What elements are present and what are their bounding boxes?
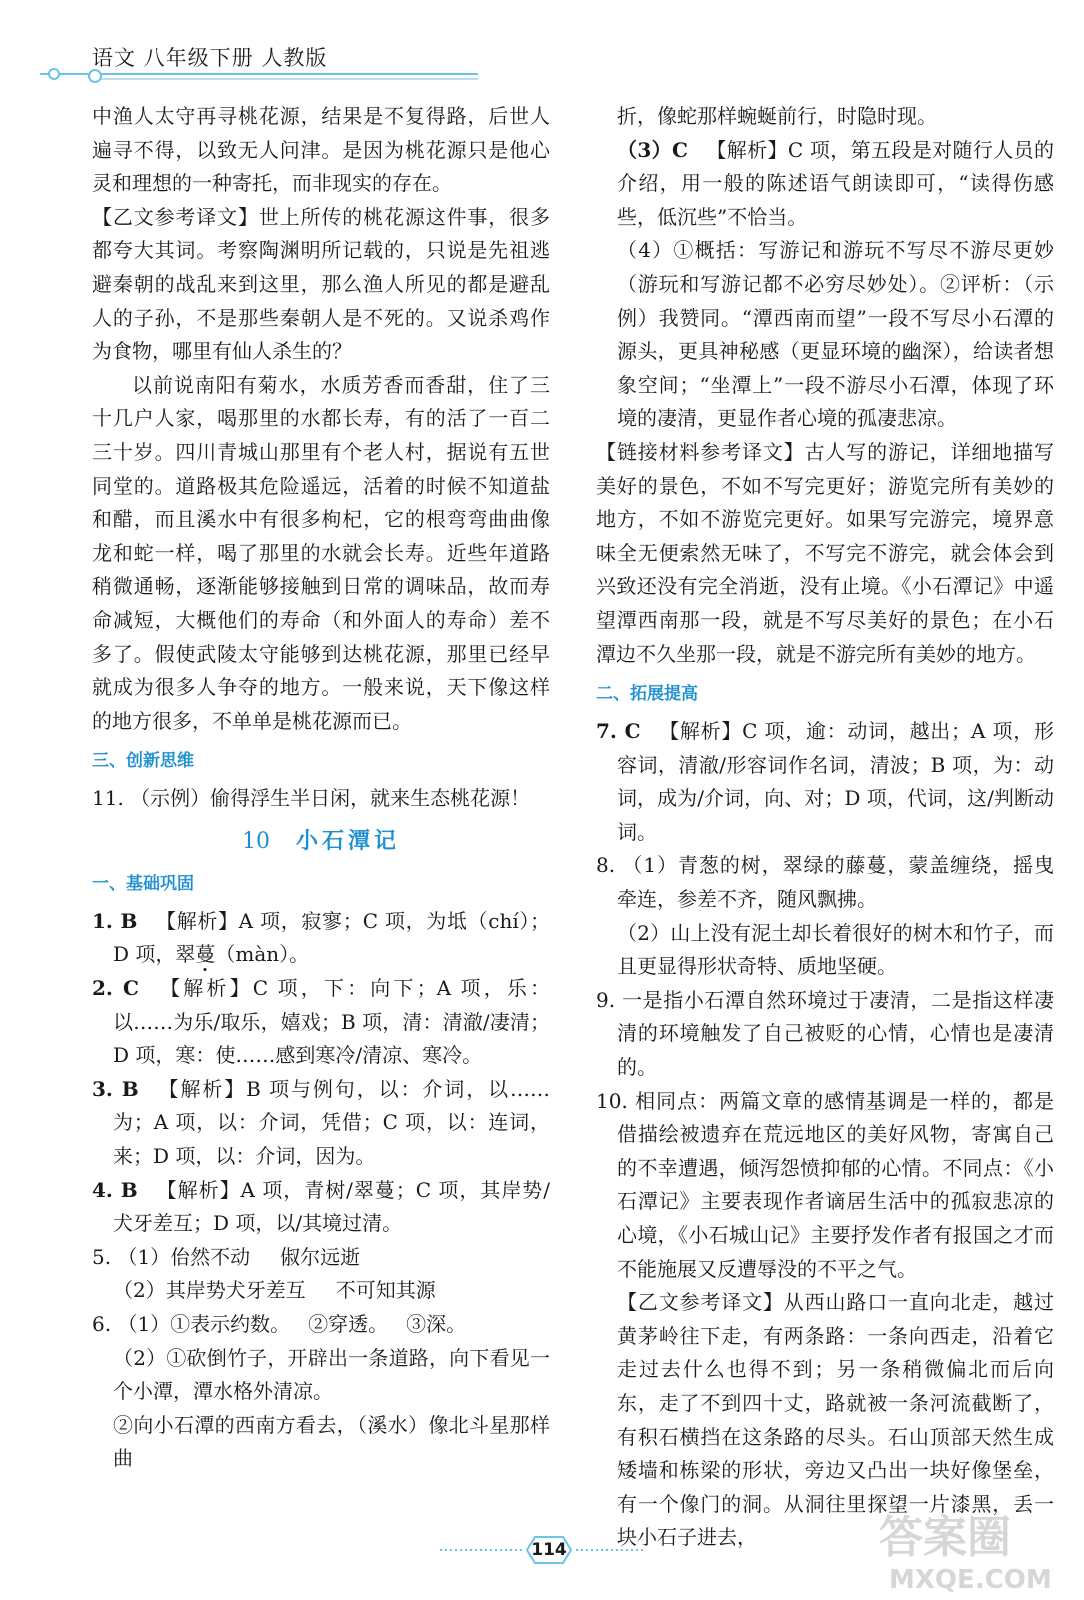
answer-7 (596, 715, 1054, 849)
answer-8-1: 8. （1）青葱的树，翠绿的藤蔓，蒙盖缠绕，摇曳牵连，参差不齐，随风飘拂。 (596, 853, 1054, 912)
watermark-logo-icon (875, 1500, 1075, 1595)
answer-1-text-a: A 项，寂寥；C 项，为坻（ (238, 908, 489, 933)
answer-5-2-b: 不可知其源 (335, 1278, 436, 1303)
paragraph-link-translation: 【链接材料参考译文】古人写的游记，详细地描写美好的景色，不如不写完更好；游览完所有美妙的地方，不如不游览完更好。如果写完游完，境界意味全无便索然无味了，不写完不游完，就会体会到兴致还没有完全消逝，没有止境。《小石潭记》中遥望潭西南那一段，就是不写尽美好的景色；在小石潭边不久坐那一段，就是不游完所有美妙的地方。 (596, 439, 1054, 666)
answer-6-1 (92, 1308, 550, 1342)
page-number: 114 (531, 1540, 567, 1560)
answer-1-tag: 【解析】 (155, 908, 239, 933)
answer-1-pinyin-man: màn (235, 942, 280, 967)
answer-4-text: A 项，青树/翠蔓；C 项，其岸势/犬牙差互；D 项，以/其境过清。 (113, 1177, 551, 1236)
answer-8-2: （2）山上没有泥土却长着很好的树木和竹子，而且更显得形状奇特、质地坚硬。 (617, 920, 1054, 979)
chapter-number: 10 (241, 828, 270, 854)
answer-5-1-a: 5. （1）佁然不动 (92, 1244, 251, 1269)
answer-6-3-tag: 【解析】 (705, 137, 788, 162)
answer-1-choice: 1. B (92, 908, 138, 933)
answer-6-3: ②向小石潭的西南方看去，（溪水）像北斗星那样曲 (113, 1412, 550, 1471)
watermark-logo-text: 答案圈 (879, 1512, 1011, 1563)
answer-7-tag: 【解析】 (658, 719, 743, 744)
header-decoration (40, 66, 480, 86)
watermark-url-text: MXQE.COM (889, 1565, 1052, 1595)
answer-5-1-b: 俶尔远逝 (280, 1244, 361, 1269)
answer-6-3-analysis (596, 134, 1054, 235)
answer-9: 9. 一是指小石潭自然环境过于凄清，二是指这样凄清的环境触发了自己被贬的心情，心情也是凄清的。 (596, 987, 1054, 1080)
answer-5-1 (92, 1241, 550, 1275)
paragraph-nanyang: 以前说南阳有菊水，水质芳香而香甜，住了三十几户人家，喝那里的水都长寿，有的活了一百二三十岁。四川青城山那里有个老人村，据说有五世同堂的。道路极其危险遥远，活着的时候不知道盐和醋，而且溪水中有很多枸杞，它的根弯弯曲曲像龙和蛇一样，喝了那里的水就会长寿。近些年道路稍微通畅，逐渐能够接触到日常的调味品，故而寿命减短，大概他们的寿命（和外面人的寿命）差不多了。假使武陵太守能够到达桃花源，那里已经早就成为很多人争夺的地方。一般来说，天下像这样的地方很多，不单单是桃花源而已。 (92, 372, 550, 733)
answer-6-3-text: C 项，第五段是对随行人员的介绍，用一般的陈述语气朗读即可，“读得伤感些，低沉些”不恰当。 (617, 137, 1054, 229)
answer-10: 10. 相同点：两篇文章的感情基调是一样的，都是借描绘被遗弃在荒远地区的美好风物，寄寓自己的不幸遭遇，倾泻怨愤抑郁的心情。不同点：《小石潭记》主要表现作者谪居生活中的孤寂悲凉的心境，《小石城山记》主要抒发作者有报国之才而不能施展又反遭辱没的不平之气。 (596, 1088, 1054, 1281)
book-title: 语文 八年级下册 人教版 (92, 46, 328, 70)
answer-6-1-b: ②穿透。 (308, 1312, 389, 1336)
right-column (596, 100, 1054, 1555)
answer-1-dotted-char: 蔓 (195, 942, 216, 967)
answer-6-1-c: ③深。 (406, 1312, 467, 1336)
section-heading-extension: 二、拓展提高 (596, 684, 698, 705)
answer-3 (92, 1073, 550, 1174)
answer-1 (92, 905, 550, 972)
section-heading-innovation: 三、创新思维 (92, 751, 194, 772)
answer-5-2 (92, 1274, 550, 1308)
answer-2-tag: 【解析】 (156, 976, 253, 1001)
answer-1-pinyin-chi: chí (488, 908, 519, 933)
page-header (0, 0, 1084, 90)
answer-1-text-c: （ (215, 942, 236, 967)
answer-7-text: C 项，逾：动词，越出；A 项，形容词，清澈/形容词作名词，清波；B 项，为：动词，成为/介词，向、对；D 项，代词，这/判断动词。 (617, 719, 1054, 844)
chapter-title: 小石潭记 (295, 827, 400, 854)
answer-2-choice: 2. C (92, 976, 139, 1001)
answer-11: 11. （示例）偷得浮生半日闲，就来生态桃花源！ (92, 786, 531, 811)
section-heading-basics: 一、基础巩固 (92, 873, 194, 894)
left-column (92, 100, 550, 1476)
answer-6-3-continued: 折，像蛇那样蜿蜒前行，时隐时现。 (617, 104, 937, 128)
answer-1-text-b: ）；D 项，翠 (113, 908, 551, 967)
answer-3-text: B 项与例句，以：介词，以……为；A 项，以：介词，凭借；C 项，以：连词，来；D 项，以：介词，因为。 (113, 1076, 551, 1169)
answer-1-text-d: ）。 (279, 942, 310, 967)
answer-7-choice: 7. C (596, 719, 641, 744)
answer-2-text: C 项，下：向下；A 项，乐：以……为乐/取乐，嬉戏；B 项，清：清澈/凄清；D 项，寒：使……感到寒冷/清凉、寒冷。 (113, 976, 551, 1068)
answer-3-choice: 3. B (92, 1076, 139, 1101)
chapter-heading (92, 822, 550, 861)
answer-6-2: （2）①砍倒竹子，开辟出一条道路，向下看见一个小潭，潭水格外清凉。 (113, 1345, 550, 1404)
answer-5-2-a: （2）其岸势犬牙差互 (113, 1278, 306, 1303)
paragraph-taohuayuan: 中渔人太守再寻桃花源，结果是不复得路，后世人遍寻不得，以致无人问津。是因为桃花源只是他心灵和理想的一种寄托，而非现实的存在。 (92, 104, 550, 196)
answer-4-choice: 4. B (92, 1177, 138, 1202)
paragraph-yi-translation: 【乙文参考译文】世上所传的桃花源这件事，很多都夸大其词。考察陶渊明所记载的，只说是先祖逃避秦朝的战乱来到这里，那么渔人所见的都是避乱人的子孙，不是那些秦朝人是不死的。又说杀鸡作为食物，哪里有仙人杀生的？ (92, 204, 550, 364)
answer-2 (92, 972, 550, 1073)
answer-3-tag: 【解析】 (156, 1076, 247, 1101)
answer-6-1-a: 6. （1）①表示约数。 (92, 1312, 291, 1336)
answer-6-4: （4）①概括：写游记和游玩不写尽不游尽更妙（游玩和写游记都不必穷尽妙处）。②评析：（示例）我赞同。“潭西南而望”一段不写尽小石潭的源头，更具神秘感（更显环境的幽深），给读者想象空间；“坐潭上”一段不游尽小石潭，体现了环境的凄清，更显作者心境的孤凄悲凉。 (617, 238, 1054, 431)
paragraph-yi-translation-2: 【乙文参考译文】从西山路口一直向北走，越过黄茅岭往下走，有两条路：一条向西走，沿着它走过去什么也得不到；另一条稍微偏北而后向东，走了不到四十丈，路就被一条河流截断了，有积石横挡在这条路的尽头。石山顶部天然生成矮墙和栋梁的形状，旁边又凸出一块好像堡垒，有一个像门的洞。从洞往里探望一片漆黑，丢一块小石子进去， (617, 1290, 1054, 1550)
answer-4 (92, 1174, 550, 1241)
answer-6-3-choice: （3）C (617, 137, 688, 162)
answer-4-tag: 【解析】 (155, 1177, 241, 1202)
watermark (875, 1500, 1075, 1595)
